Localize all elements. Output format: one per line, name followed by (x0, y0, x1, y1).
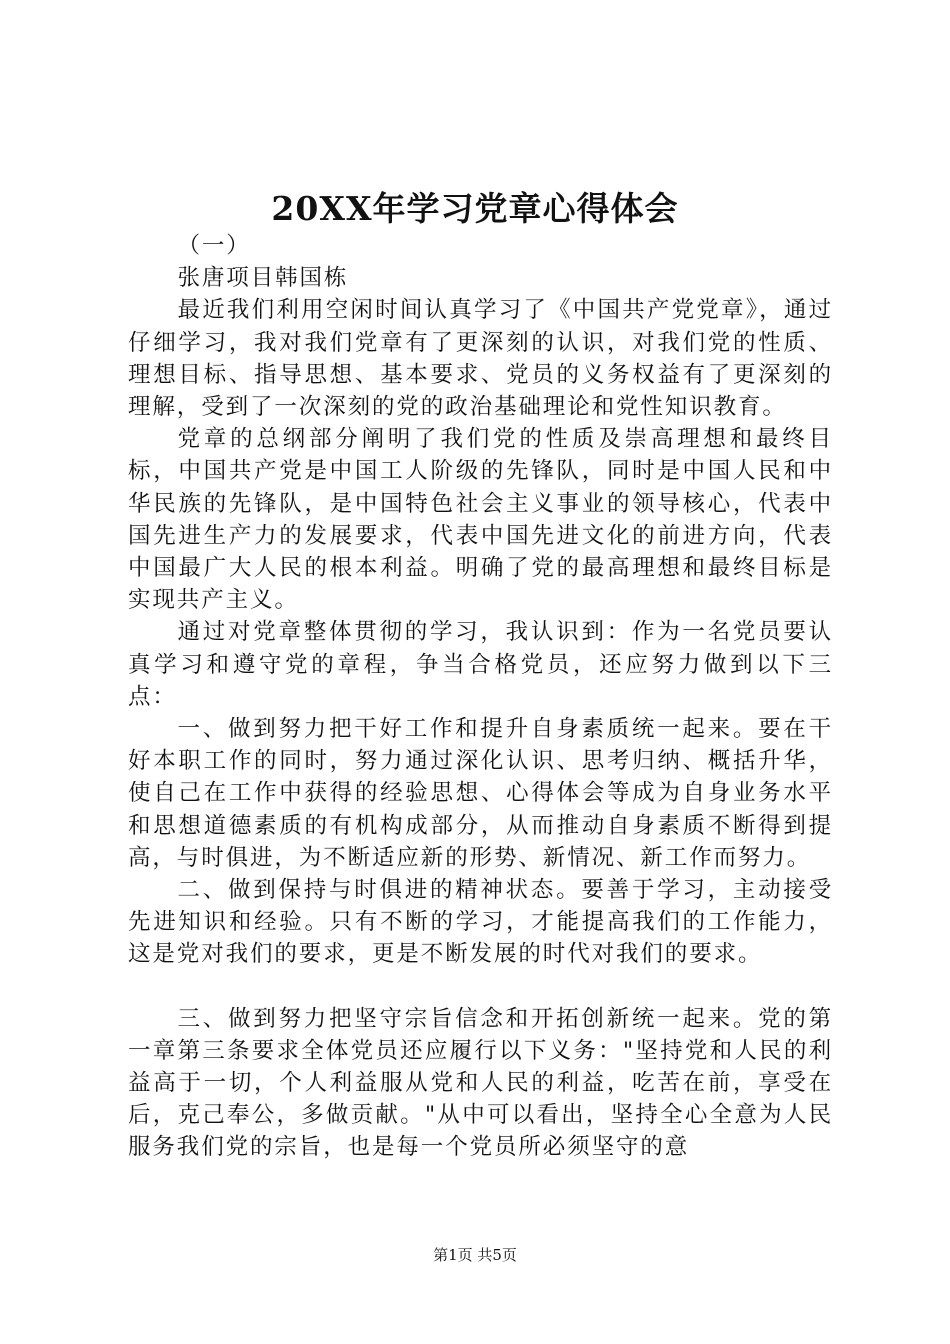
body-paragraph: 最近我们利用空闲时间认真学习了《中国共产党党章》，通过仔细学习，我对我们党章有了更深刻的认识，对我们党的性质、理想目标、指导思想、基本要求、党员的义务权益有了更深刻的理解，受到了一次深刻的党的政治基础理论和党性知识教育。 (128, 297, 833, 421)
body-paragraph: 党章的总纲部分阐明了我们党的性质及崇高理想和最终目标，中国共产党是中国工人阶级的先锋队，同时是中国人民和中华民族的先锋队，是中国特色社会主义事业的领导核心，代表中国先进生产力的发展要求，代表中国先进文化的前进方向，代表中国最广大人民的根本利益。明确了党的最高理想和最终目标是实现共产主义。 (128, 426, 833, 614)
body-paragraph: 二、做到保持与时俱进的精神状态。要善于学习，主动接受先进知识和经验。只有不断的学习，才能提高我们的工作能力，这是党对我们的要求，更是不断发展的时代对我们的要求。 (128, 877, 833, 968)
document-body (128, 230, 833, 1164)
body-paragraph: 通过对党章整体贯彻的学习，我认识到：作为一名党员要认真学习和遵守党的章程，争当合格党员，还应努力做到以下三点： (128, 619, 833, 710)
page-footer: 第1页 共5页 (433, 1246, 517, 1264)
body-paragraph: 三、做到努力把坚守宗旨信念和开拓创新统一起来。党的第一章第三条要求全体党员还应履行以下义务："坚持党和人民的利益高于一切，个人利益服从党和人民的利益，吃苦在前，享受在后，克己奉公，多做贡献。"从中可以看出，坚持全心全意为人民服务我们党的宗旨，也是每一个党员所必须坚守的意 (128, 1005, 833, 1161)
document-title: 20XX年学习党章心得体会 (271, 189, 679, 228)
author-line: 张唐项目韩国栋 (177, 265, 349, 292)
body-paragraph: 一、做到努力把干好工作和提升自身素质统一起来。要在干好本职工作的同时，努力通过深化认识、思考归纳、概括升华，使自己在工作中获得的经验思想、心得体会等成为自身业务水平和思想道德素质的有机构成部分，从而推动自身素质不断得到提高，与时俱进，为不断适应新的形势、新情况、新工作而努力。 (128, 716, 833, 871)
section-marker: （一） (177, 233, 251, 259)
